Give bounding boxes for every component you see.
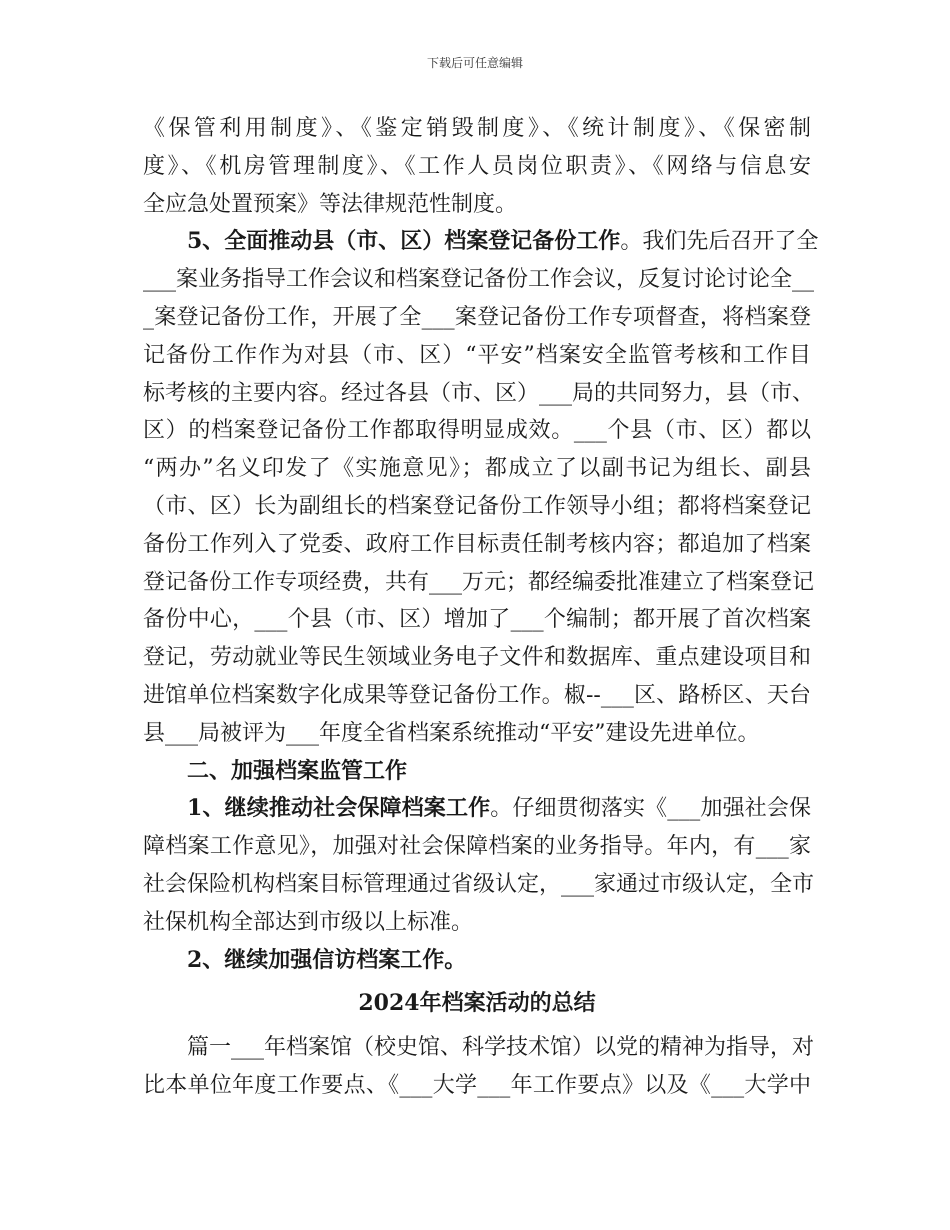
text-line <box>143 337 811 375</box>
line-text: 备份工作列入了党委、政府工作目标责任制考核内容；都追加了档案 <box>143 531 811 557</box>
line-text: 备份中心，___个县（市、区）增加了___个编制；都开展了首次档案 <box>143 607 811 633</box>
page-header: 下载后可任意编辑 <box>426 56 523 70</box>
line-text: 进馆单位档案数字化成果等登记备份工作。椒--___区、路桥区、天台 <box>143 682 811 708</box>
bold-heading: 5、全面推动县（市、区）档案登记备份工作 <box>187 228 621 255</box>
line-text: 全应急处置预案》等法律规范性制度。 <box>143 191 518 217</box>
line-text: 社会保险机构档案目标管理通过省级认定，___家通过市级认定，全市 <box>143 871 815 897</box>
text-line <box>143 904 811 942</box>
line-text: 。我们先后召开了全 <box>620 229 819 255</box>
text-line <box>143 601 811 639</box>
text-line <box>143 1029 815 1067</box>
text-line <box>143 450 811 488</box>
line-text: 记备份工作作为对县（市、区）“平安”档案安全监管考核和工作目 <box>143 342 811 368</box>
text-line <box>143 110 811 148</box>
line-text: 篇一___年档案馆（校史馆、科学技术馆）以党的精神为指导，对 <box>187 1035 815 1061</box>
section-title <box>143 985 811 1023</box>
line-text: 县___局被评为___年度全省档案系统推动“平安”建设先进单位。 <box>143 720 760 746</box>
text-line <box>143 375 815 413</box>
document-body <box>143 110 819 1105</box>
line-text: 《保管利用制度》、《鉴定销毁制度》、《统计制度》、《保密制 <box>143 116 811 141</box>
text-line <box>143 942 811 980</box>
line-text: 标考核的主要内容。经过各县（市、区）___局的共同努力，县（市、 <box>143 380 815 406</box>
line-text: 区）的档案登记备份工作都取得明显成效。___个县（市、区）都以 <box>143 418 811 444</box>
bold-heading: 2、继续加强信访档案工作。 <box>187 946 467 973</box>
line-text: “两办”名义印发了《实施意见》；都成立了以副书记为组长、副县 <box>143 456 811 482</box>
text-line <box>143 148 811 186</box>
bold-heading: 2024年档案活动的总结 <box>358 990 596 1017</box>
text-line <box>143 753 811 791</box>
text-line <box>143 866 815 904</box>
line-text: 度》、《机房管理制度》、《工作人员岗位职责》、《网络与信息安 <box>143 153 811 179</box>
line-text: ___案业务指导工作会议和档案登记备份工作会议，反复讨论讨论全__ <box>143 267 815 293</box>
text-line <box>143 223 819 261</box>
text-line <box>143 261 815 299</box>
text-line <box>143 564 815 602</box>
bold-heading: 1、继续推动社会保障档案工作 <box>187 795 491 822</box>
line-text: 障档案工作意见》，加强对社会保障档案的业务指导。年内，有___家 <box>143 834 811 860</box>
line-text: 社保机构全部达到市级以上标准。 <box>143 909 474 935</box>
text-line <box>143 639 811 677</box>
text-line <box>143 677 811 715</box>
line-text: 比本单位年度工作要点、《___大学___年工作要点》以及《___大学中 <box>143 1072 811 1098</box>
text-line <box>143 828 811 866</box>
line-text: （市、区）长为副组长的档案登记备份工作领导小组；都将档案登记 <box>143 493 811 519</box>
text-line <box>143 526 811 564</box>
text-line <box>143 790 811 828</box>
line-text: _案登记备份工作，开展了全___案登记备份工作专项督查，将档案登 <box>143 304 811 330</box>
text-line <box>143 412 811 450</box>
text-line <box>143 186 811 224</box>
text-line <box>143 715 811 753</box>
text-line <box>143 1067 811 1105</box>
line-text: 。仔细贯彻落实《___加强社会保 <box>490 796 811 822</box>
text-line <box>143 299 811 337</box>
text-line <box>143 488 811 526</box>
bold-heading: 二、加强档案监管工作 <box>187 757 408 784</box>
line-text: 登记，劳动就业等民生领域业务电子文件和数据库、重点建设项目和 <box>143 645 811 671</box>
line-text: 登记备份工作专项经费，共有___万元；都经编委批准建立了档案登记 <box>143 569 815 595</box>
